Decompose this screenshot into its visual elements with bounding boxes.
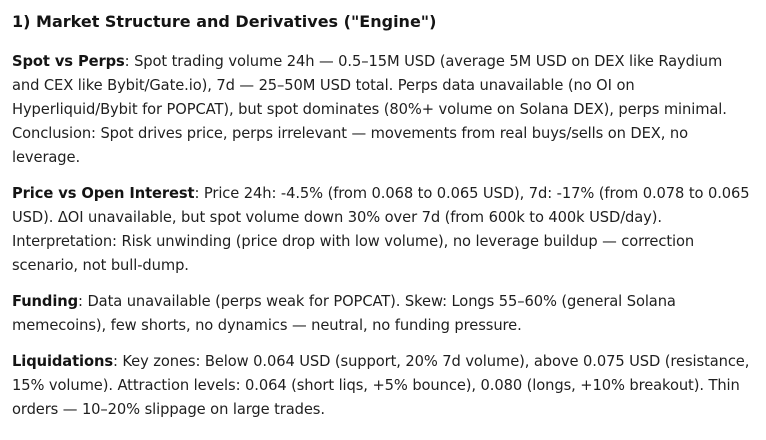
term-liquidations: Liquidations	[12, 353, 113, 370]
paragraph-price-vs-open-interest	[12, 182, 754, 278]
text-liquidations: : Key zones: Below 0.064 USD (support, 20% 7d volume), above 0.075 USD (resistance, 15% volume). Attraction levels: 0.064 (short liqs, +5% bounce), 0.080 (longs, +10% breakout). Thin orders — 10–20% slippage on large trades.	[12, 353, 750, 418]
term-price-vs-open-interest: Price vs Open Interest	[12, 185, 195, 202]
paragraph-funding	[12, 290, 754, 338]
paragraph-liquidations	[12, 350, 754, 422]
paragraph-spot-vs-perps	[12, 50, 754, 170]
text-spot-vs-perps: : Spot trading volume 24h — 0.5–15M USD (average 5M USD on DEX like Raydium and CEX like Bybit/Gate.io), 7d — 25–50M USD total. Perps data unavailable (no OI on Hyperliquid/Bybit for POPCAT), but spot dominates (80%+ volume on Solana DEX), perps minimal. Conclusion: Spot drives price, perps irrelevant — movements from real buys/sells on DEX, no leverage.	[12, 53, 727, 166]
term-spot-vs-perps: Spot vs Perps	[12, 53, 125, 70]
section-title: 1) Market Structure and Derivatives ("Engine")	[12, 12, 437, 31]
term-funding: Funding	[12, 293, 79, 310]
text-funding: : Data unavailable (perps weak for POPCAT). Skew: Longs 55–60% (general Solana memecoins), few shorts, no dynamics — neutral, no funding pressure.	[12, 293, 676, 334]
text-price-vs-open-interest: : Price 24h: -4.5% (from 0.068 to 0.065 USD), 7d: -17% (from 0.078 to 0.065 USD). ΔOI unavailable, but spot volume down 30% over 7d (from 600k to 400k USD/day). Interpretation: Risk unwinding (price drop with low volume), no leverage buildup — correction scenario, not bull-dump.	[12, 185, 750, 274]
